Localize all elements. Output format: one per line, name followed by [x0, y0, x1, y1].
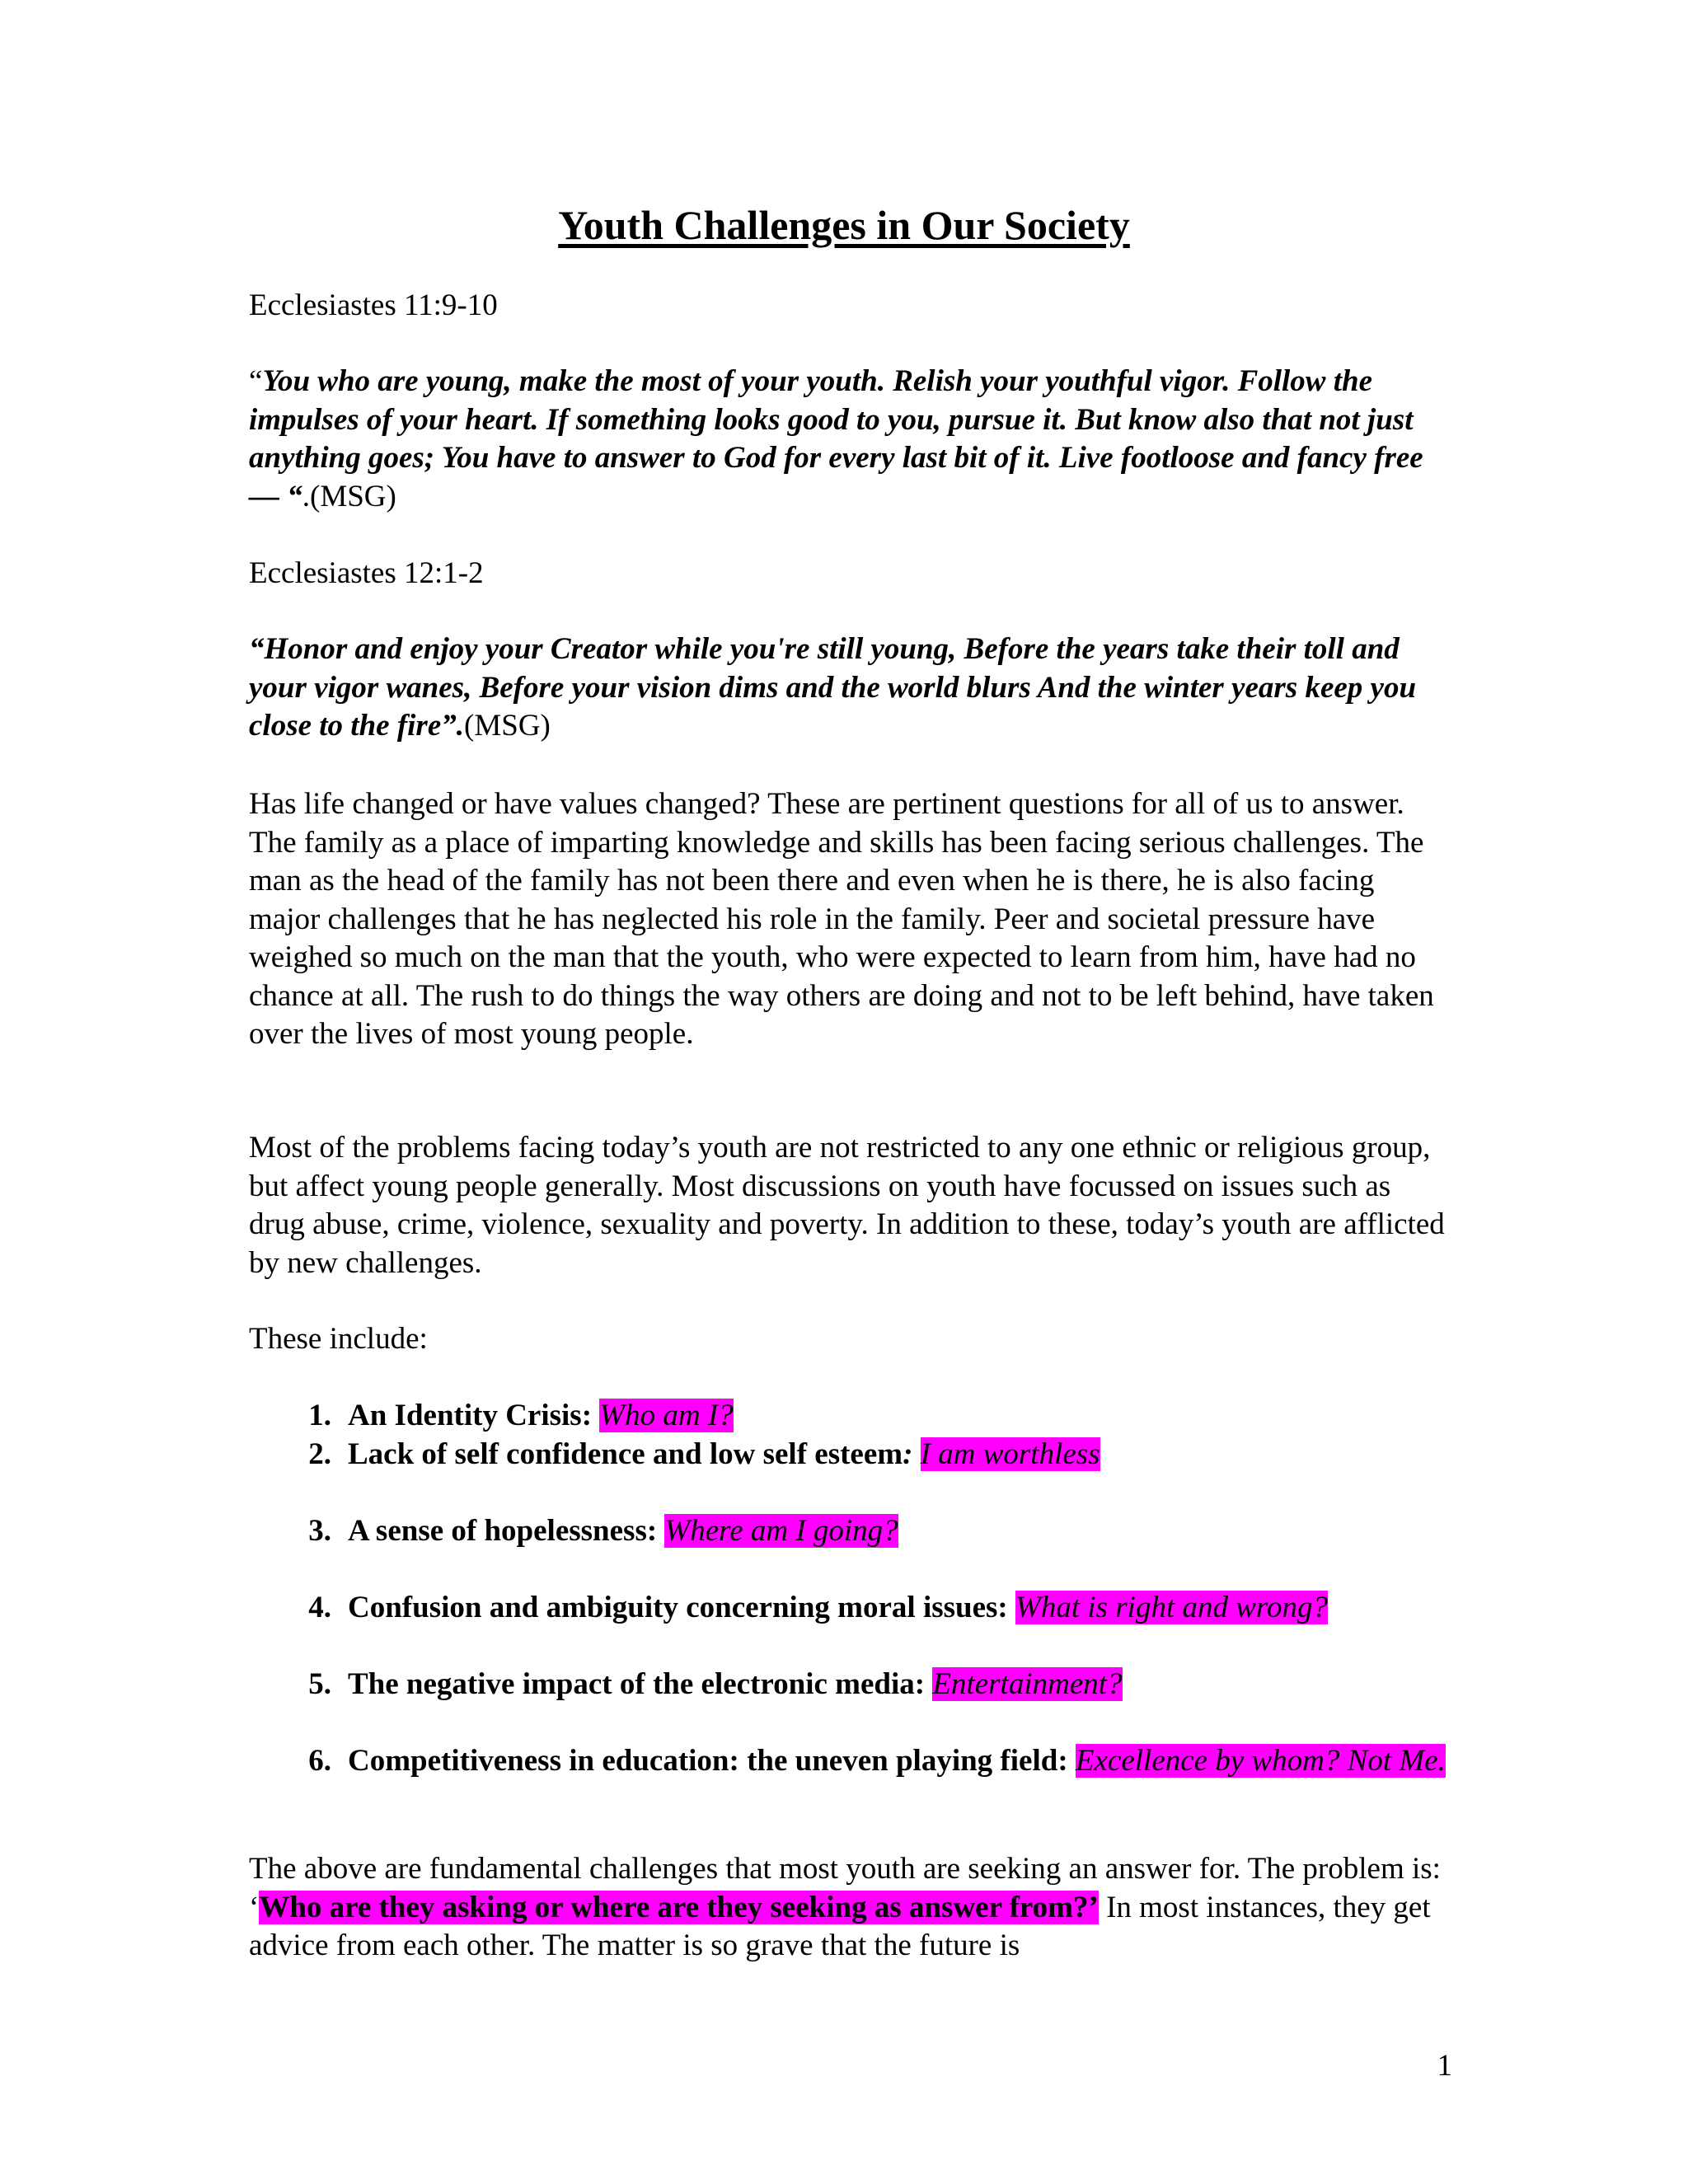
list-item: [295, 1397, 1465, 1436]
list-item: 2. Lack of self confidence and low self esteem: I am worthless: [295, 1436, 1465, 1474]
highlighted-question: What is right and wrong?: [1015, 1590, 1328, 1624]
challenge-label: The negative impact of the electronic media:: [348, 1666, 926, 1701]
page-title: Youth Challenges in Our Society: [558, 202, 1130, 248]
body-paragraph-1: Has life changed or have values changed? These are pertinent questions for all of us to answer. The family as a place of imparting knowledge and skills has been facing serious challenges. The man as the head of the family has not been there and even when he is there, he is also facing major challenges that he has neglected his role in the family. Peer and societal pressure have weighed so much on the man that the youth, who were expected to learn from him, have had no chance at all. The rush to do things the way others are doing and not to be left behind, have taken over the lives of most young people.: [249, 787, 1434, 1051]
scripture-reference-1: Ecclesiastes 11:9-10: [249, 288, 498, 322]
scripture-reference-2: Ecclesiastes 12:1-2: [249, 556, 484, 590]
body-paragraph-3: The above are fundamental challenges that most youth are seeking an answer for. The problem is: ‘Who are they asking or where are they seeking as answer from?’ In most instances, they get advice from each other. The matter is so grave that the future is: [249, 1852, 1441, 1962]
highlighted-question: Who am I?: [599, 1399, 734, 1432]
page-number: 1: [1437, 2049, 1452, 2083]
list-item: [295, 1512, 1465, 1551]
quote-text-2: “Honor and enjoy your Creator while you're still young, Before the years take their toll and your vigor wanes, Before your vision dims and the world blurs And the winter years keep you close to the fire”.: [249, 632, 1417, 743]
highlighted-question: Who are they asking or where are they seeking as answer from?’: [259, 1890, 1099, 1924]
body-paragraph-2: Most of the problems facing today’s youth are not restricted to any one ethnic or religious group, but affect young people generally. Most discussions on youth have focussed on issues such as drug abuse, crime, violence, sexuality and poverty. In addition to these, today’s youth are afflicted by new challenges.: [249, 1131, 1445, 1280]
list-number: 6.: [308, 1743, 331, 1778]
list-intro: These include:: [249, 1322, 428, 1356]
highlighted-question: Excellence by whom? Not Me.: [1075, 1743, 1446, 1778]
list-item: [295, 1666, 1465, 1704]
challenges-list: [295, 1397, 1465, 1780]
list-number: 4.: [308, 1590, 331, 1624]
challenge-label: Lack of self confidence and low self esteem: [348, 1436, 903, 1471]
highlighted-question: I am worthless: [920, 1436, 1100, 1471]
open-quote-mark: “: [249, 364, 263, 398]
highlighted-question: Where am I going?: [664, 1513, 898, 1548]
bible-version-2: (MSG): [464, 709, 551, 743]
scripture-quote-1: [249, 363, 1452, 516]
list-number: 5.: [308, 1666, 331, 1701]
challenge-label: Confusion and ambiguity concerning moral issues:: [348, 1590, 1008, 1624]
challenge-label: An Identity Crisis:: [348, 1399, 593, 1432]
list-number: 2.: [308, 1436, 331, 1471]
challenge-label: Competitiveness in education: the uneven playing field:: [348, 1743, 1068, 1778]
bible-version-1: .(MSG): [302, 479, 396, 513]
list-item: [295, 1589, 1465, 1628]
challenge-label: A sense of hopelessness:: [348, 1513, 658, 1548]
scripture-quote-2: [249, 630, 1452, 746]
list-item: [295, 1742, 1465, 1781]
highlighted-question: Entertainment?: [932, 1666, 1123, 1701]
quote-text-1: You who are young, make the most of your youth. Relish your youthful vigor. Follow the impulses of your heart. If something looks good to you, pursue it. But know also that not just anything goes; You have to answer to God for every last bit of it. Live footloose and fancy free— “: [249, 364, 1423, 513]
list-number: 1.: [308, 1399, 331, 1432]
list-number: 3.: [308, 1513, 331, 1548]
